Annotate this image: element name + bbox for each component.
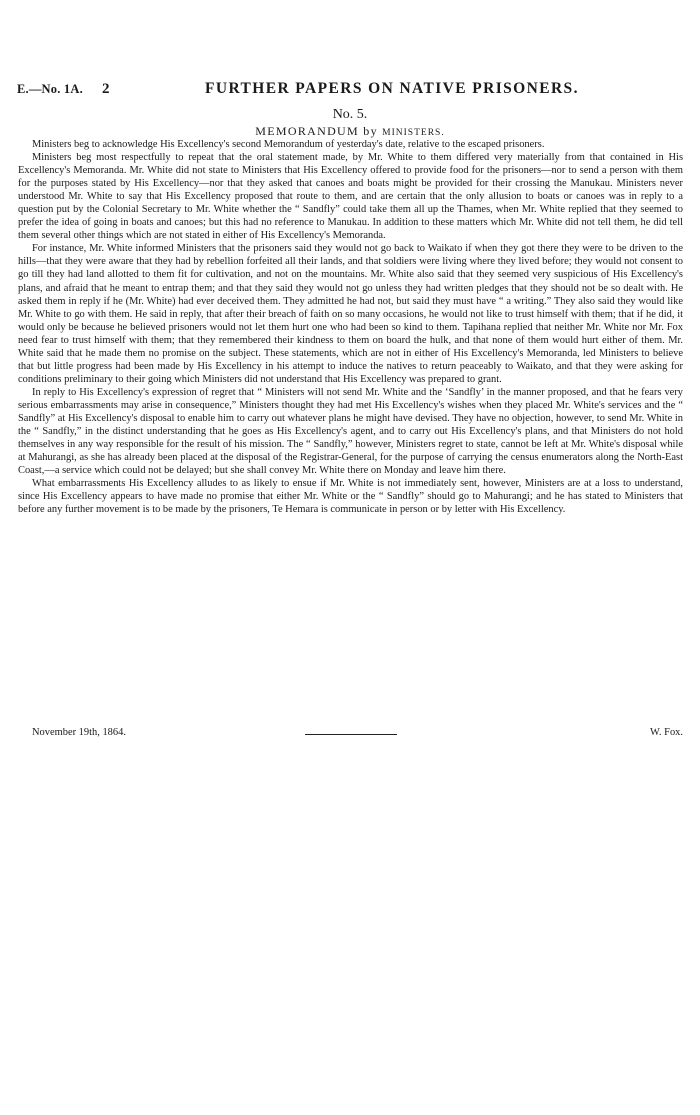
memo-footer [18, 727, 683, 741]
body-paragraph: Ministers beg to acknowledge His Excellency's second Memorandum of yesterday's date, relative to the escaped prisoners. [32, 139, 545, 150]
body-paragraph: For instance, Mr. White informed Ministers that the prisoners said they would not go back to Waikato if when they got there they were to be driven to the hills—that they were aware that they had by rebellion forfeited all their lands, and that soldiers were living where they lived before; they would not consent to go till they had land allotted to them fit for cultivation, and not on the mountains. Mr. White also said that they seemed very suspicious of His Excellency's plans, and afraid that he meant to entrap them; and that they said they would not go unless they had written pledges that they should not be so dealt with. He asked them in reply if he (Mr. White) had ever deceived them. They admitted he had not, but said they must have “ a writing.” They also said they would like Mr. White to go with them. He said in reply, that after their breach of faith on so many occasions, he would not like to trust himself with them; that if he did, it would only be because he believed prisoners would not let them hurt one who had been so kind to them. Tapihana replied that neither Mr. White nor Mr. Fox need fear to trust himself with them; that they remembered their kindness to them on board the hulk, and that none of them would hurt either of them. Mr. White said that he made them no promise on the subject. These statements, which are not in either of His Excellency's Memoranda, led Ministers to believe that but little progress had been made by His Excellency in his attempt to induce the natives to return peaceably to Waikato, and that they were asking for conditions preliminary to their going which Ministers did not understand that His Excellency was prepared to grant. [18, 243, 683, 385]
memo-heading [0, 124, 700, 139]
body-paragraph: Ministers beg most respectfully to repeat that the oral statement made, by Mr. White to them differed very materially from that contained in His Excellency's Memoranda. Mr. White did not state to Ministers that His Excellency offered to provide food for the prisoners—nor to send a person with them for the purposes stated by His Excellency—nor that they asked that canoes and boats might be provided for their crossing the Manukau. Ministers never understood Mr. White to say that His Excellency proposed that route to them, and are certain that the only allusion to boats or canoes was in reply to a question put by the Colonial Secretary to Mr. White whether the “ Sandfly” could take them all up the Thames, when Mr. White replied that they seemed to prefer the idea of going in boats and canoes; but this had no reference to Manukau. In addition to these matters which Mr. White did not tell them, he did tell them several other things which are not stated in either of His Excellency's Memoranda. [18, 152, 683, 242]
memo-body [18, 138, 683, 516]
page-title: FURTHER PAPERS ON NATIVE PRISONERS. [205, 80, 579, 97]
page-number: 2 [102, 81, 110, 97]
body-paragraph: In reply to His Excellency's expression of regret that “ Ministers will not send Mr. White and the ‘Sandfly’ in the manner proposed, and that he fears very serious embarrassments may arise in consequence,” Ministers thought they had met His Excellency's wishes when they placed Mr. White's services and the “ Sandfly” at His Excellency's disposal to enable him to carry out whatever plans he might have devised. They have no objection, however, to send Mr. White in the “ Sandfly,” in the distinct understanding that he goes as His Excellency's agent, and to carry out His Excellency's plans, and that Ministers do not hold themselves in any way responsible for the result of his mission. The “ Sandfly,” however, Ministers regret to state, cannot be left at Mr. White's disposal while at Mahurangi, as she has already been placed at the disposal of the Registrar-General, for the purpose of carrying the census enumerators along the North-East Coast,—a service which could not be delayed; but she shall convey Mr. White there on Monday and leave him there. [18, 386, 683, 477]
document-reference: E.—No. 1A. [17, 82, 83, 96]
signature: W. Fox. [650, 727, 683, 738]
memo-date: November 19th, 1864. [32, 727, 126, 738]
body-paragraph: What embarrassments His Excellency alludes to as likely to ensue if Mr. White is not immediately sent, however, Ministers are at a loss to understand, since His Excellency appears to have made no promise that either Mr. White or the “ Sandfly” should go to Mahurangi; and he has stated to Ministers that before any further movement is to be made by the prisoners, Te Hemara is communicate in person or by letter with His Excellency. [18, 478, 683, 516]
memo-heading-main: MEMORANDUM by [255, 124, 383, 138]
memo-heading-author: MINISTERS. [382, 128, 445, 138]
divider-rule [305, 734, 397, 735]
document-number: No. 5. [332, 107, 368, 122]
